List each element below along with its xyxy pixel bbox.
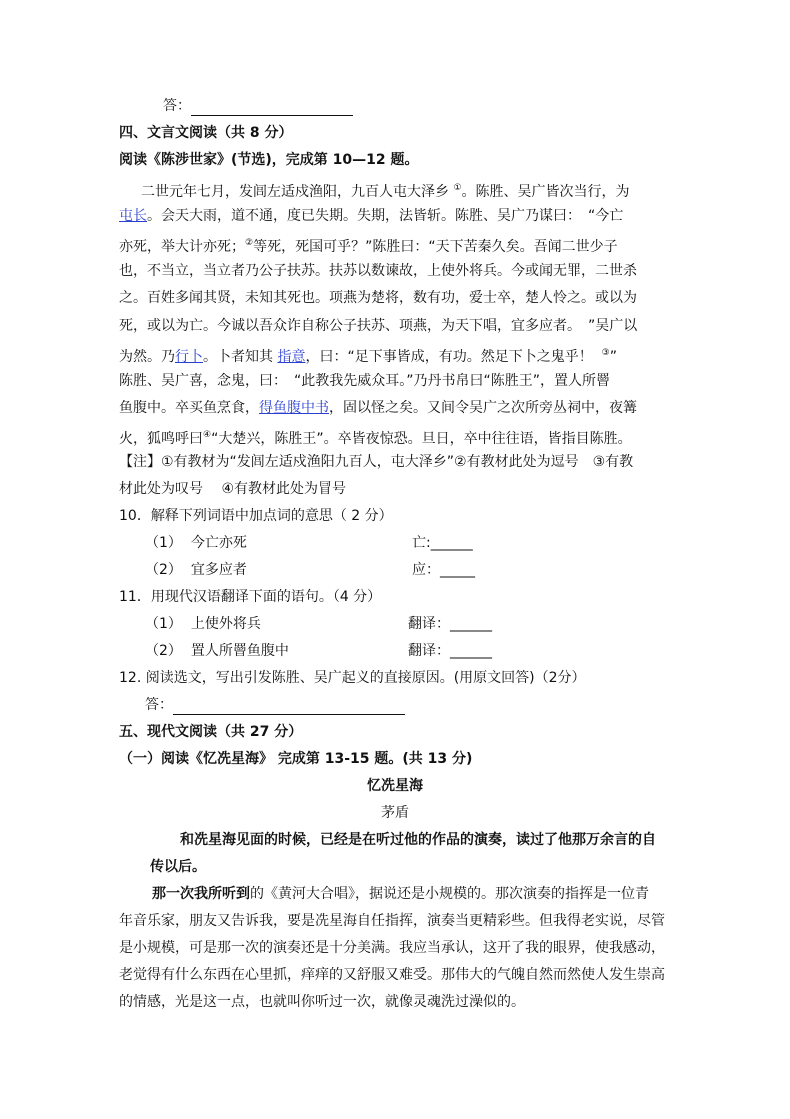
question-11-1: [145, 614, 261, 634]
article-para-2-line-2: 年音乐家，朋友又告诉我，要是冼星海自任指挥，演奏当更精彩些。但我得老实说，尽管: [119, 913, 665, 929]
question-10-1-answer[interactable]: 亡:______: [412, 535, 473, 551]
link-tunzhang[interactable]: 屯长: [119, 208, 147, 224]
section-5-title: 五、现代文阅读（共 27 分）: [119, 724, 303, 740]
passage-line-9: [119, 398, 637, 418]
passage-text: 。陈胜、吴广皆次当行，为: [461, 184, 630, 200]
passage-text: 二世元年七月，发闾左适戍渔阳，九百人屯大泽乡: [141, 184, 449, 200]
section-5-subtitle: （一）阅读《忆冼星海》 完成第 13-15 题。(共 13 分): [119, 751, 473, 767]
item-number: （1）: [145, 535, 182, 551]
footnote-marker-2: ②: [245, 238, 254, 248]
answer-blank[interactable]: [173, 699, 405, 715]
article-para-2-line-5: 的情感，光是这一点，也就叫你听过一次，就像灵魂洗过澡似的。: [119, 994, 525, 1010]
question-10-1: [145, 533, 247, 553]
footnote-marker-1: ①: [453, 183, 462, 193]
item-number: （2）: [145, 643, 182, 659]
passage-line-8: 陈胜、吴广喜，念鬼，曰： “此教我先威众耳。”乃丹书帛曰“陈胜王”，置人所罾: [119, 373, 611, 389]
question-10: 10．解释下列词语中加点词的意思（ 2 分）: [119, 508, 393, 524]
article-text-bold: 那一次我所听到: [152, 886, 250, 902]
article-para-2-line-1: [152, 884, 649, 904]
passage-text: 等死，死国可乎？”陈胜曰：“天下苦秦久矣。吾闻二世少子: [253, 239, 618, 255]
link-zhiyi[interactable]: 指意: [277, 349, 306, 365]
answer-line-top: [163, 96, 353, 116]
passage-line-5: 之。百姓多闻其贤，未知其死也。项燕为楚将，数有功，爱士卒，楚人怜之。或以为: [119, 290, 637, 306]
question-12: 12. 阅读选文，写出引发陈胜、吴广起义的直接原因。(用原文回答)（2分）: [119, 670, 586, 686]
passage-line-2: [119, 206, 623, 226]
article-para-1-line-1: 和冼星海见面的时候，已经是在听过他的作品的演奏，读过了他那万余言的自: [180, 832, 656, 848]
question-11-2-answer[interactable]: 翻译：______: [408, 643, 492, 659]
article-para-1-line-2: 传以后。: [150, 859, 206, 875]
item-text: 置人所罾鱼腹中: [190, 643, 289, 659]
question-10-2: [145, 560, 247, 580]
passage-line-7: [119, 343, 617, 367]
section-4-instructions: 阅读《陈涉世家》(节选)，完成第 10—12 题。: [119, 152, 419, 168]
passage-line-1: [141, 178, 630, 202]
question-10-2-answer[interactable]: 应：_____: [412, 562, 475, 578]
footnote-marker-4: ④: [203, 430, 212, 440]
passage-text: 火，狐鸣呼曰: [119, 431, 203, 447]
note-line-2: 材此处为叹号 ④有教材此处为冒号: [119, 481, 347, 497]
passage-text: ，固以怪之矣。又间令吴广之次所旁丛祠中，夜篝: [329, 400, 637, 416]
note-line-1: 【注】①有教材为“发闾左适戍渔阳九百人，屯大泽乡”②有教材此处为逗号 ③有教: [119, 454, 634, 470]
passage-text: 亦死，举大计亦死；: [119, 239, 245, 255]
article-text: 的《黄河大合唱》，据说还是小规模的。那次演奏的指挥是一位青: [250, 886, 649, 902]
passage-text: 为然。乃: [119, 349, 175, 365]
question-11-1-answer[interactable]: 翻译：______: [408, 616, 492, 632]
section-4-title: 四、文言文阅读（共 8 分）: [119, 125, 293, 141]
item-number: （2）: [145, 562, 182, 578]
passage-line-4: 也，不当立，当立者乃公子扶苏。扶苏以数谏故，上使外将兵。今或闻无罪，二世杀: [119, 263, 637, 279]
passage-text: ，曰：“足下事皆成，有功。然足下卜之鬼乎！: [305, 349, 593, 365]
article-para-2-line-4: 老觉得有什么东西在心里抓，痒痒的又舒服又难受。那伟大的气魄自然而然使人发生崇高: [119, 967, 665, 983]
answer-blank[interactable]: [191, 100, 353, 116]
passage-line-10: [119, 425, 632, 449]
item-text: 宜多应者: [190, 562, 247, 578]
link-xingbu[interactable]: 行卜: [175, 349, 203, 365]
passage-text: 鱼腹中。卒买鱼烹食，: [119, 400, 259, 416]
passage-line-6: 死，或以为亡。今诚以吾众诈自称公子扶苏、项燕，为天下唱，宜多应者。 ”吴广以: [119, 318, 638, 334]
article-author: 茅盾: [381, 805, 409, 821]
link-deyufuzhongshu[interactable]: 得鱼腹中书: [259, 400, 329, 416]
passage-line-3: [119, 233, 618, 257]
answer-label: 答：: [163, 98, 191, 114]
question-11: 11．用现代汉语翻译下面的语句。（4 分）: [119, 589, 382, 605]
passage-text: ”: [609, 349, 617, 365]
item-text: 上使外将兵: [190, 616, 261, 632]
footnote-marker-3: ③: [601, 348, 610, 358]
item-number: （1）: [145, 616, 182, 632]
question-12-answer-line: [145, 695, 405, 715]
item-text: 今亡亦死: [190, 535, 247, 551]
passage-text: 。卜者知其: [203, 349, 273, 365]
answer-label: 答：: [145, 697, 173, 713]
question-11-2: [145, 641, 289, 661]
article-para-2-line-3: 是小规模，可是那一次的演奏还是十分美满。我应当承认，这开了我的眼界，使我感动，: [119, 940, 665, 956]
article-title: 忆冼星海: [367, 778, 423, 794]
passage-text: “大楚兴，陈胜王”。卒皆夜惊恐。旦日，卒中往往语，皆指目陈胜。: [211, 431, 632, 447]
passage-text: 。会天大雨，道不通，度已失期。失期，法皆斩。陈胜、吴广乃谋曰： “今亡: [147, 208, 624, 224]
